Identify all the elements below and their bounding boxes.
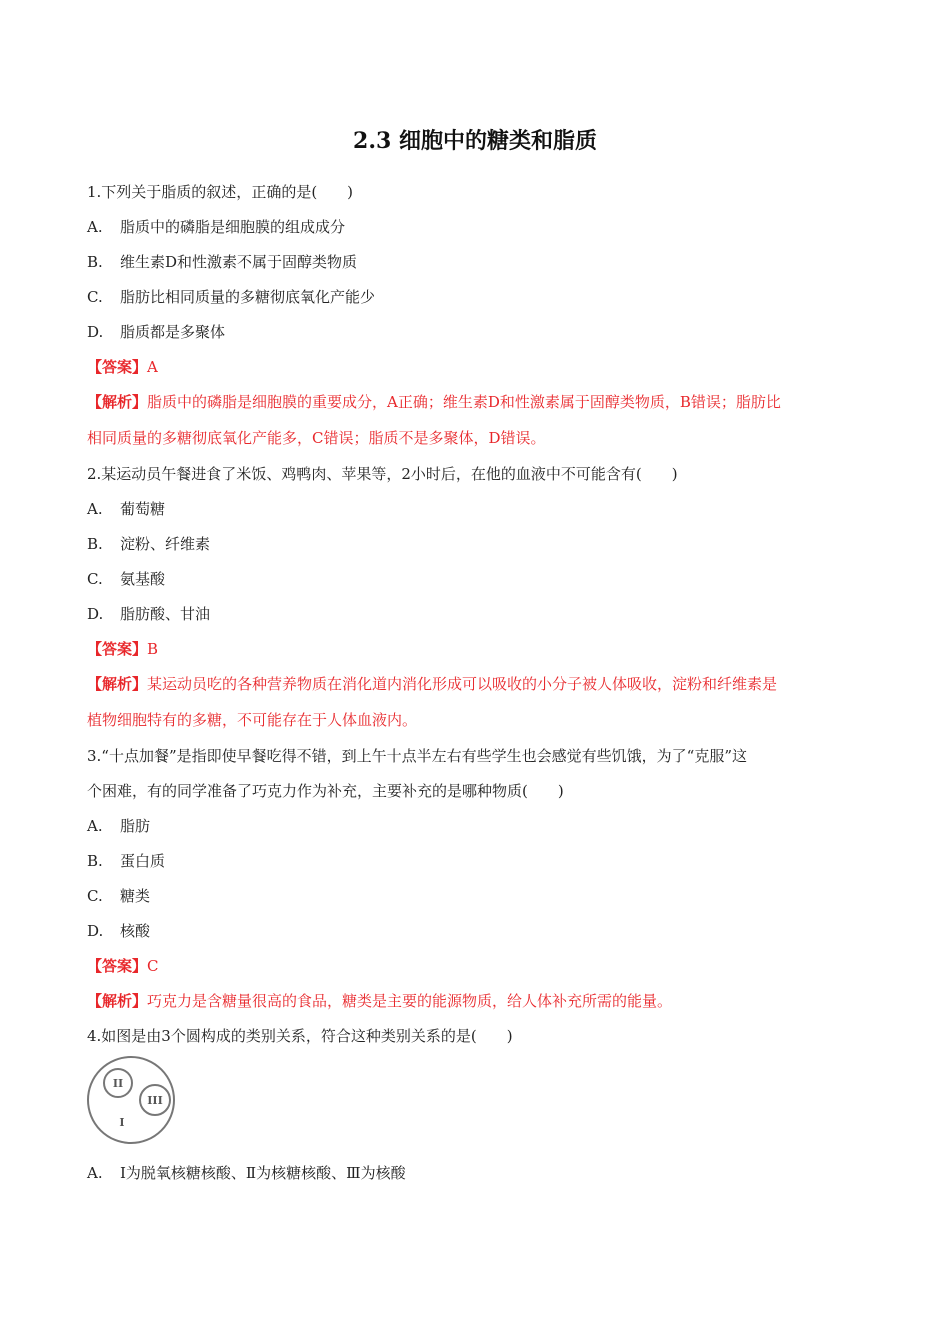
option xyxy=(87,315,867,350)
option-text: Ⅰ为脱氧核糖核酸、Ⅱ为核糖核酸、Ⅲ为核酸 xyxy=(120,1164,406,1182)
answer xyxy=(87,632,867,667)
option xyxy=(87,492,867,527)
page-title: 2.3 细胞中的糖类和脂质 xyxy=(353,128,597,154)
option-text: 淀粉、纤维素 xyxy=(120,535,211,553)
option-text: 葡萄糖 xyxy=(120,500,166,518)
option xyxy=(87,1156,867,1191)
option-letter: C. xyxy=(87,887,103,905)
option xyxy=(87,914,867,949)
answer-value: B xyxy=(147,640,159,658)
option xyxy=(87,562,867,597)
option-text: 维生素D和性激素不属于固醇类物质 xyxy=(120,253,358,271)
option xyxy=(87,879,867,914)
analysis xyxy=(87,385,867,420)
option-text: 糖类 xyxy=(120,887,151,905)
option xyxy=(87,809,867,844)
option-letter: A. xyxy=(87,1164,103,1182)
option-letter: D. xyxy=(87,605,104,623)
question-stem: 4.如图是由3个圆构成的类别关系，符合这种类别关系的是( ) xyxy=(87,1027,513,1045)
option-text: 脂质都是多聚体 xyxy=(120,323,226,341)
option-letter: C. xyxy=(87,288,103,306)
answer xyxy=(87,949,867,984)
option xyxy=(87,527,867,562)
analysis-text: 植物细胞特有的多糖，不可能存在于人体血液内。 xyxy=(87,711,418,729)
label-outer: I xyxy=(119,1116,125,1129)
analysis xyxy=(87,667,867,702)
document-body xyxy=(87,175,867,1191)
analysis-label: 【解析】 xyxy=(87,992,148,1010)
label-inner1: II xyxy=(112,1077,124,1090)
analysis-label: 【解析】 xyxy=(87,675,148,693)
option-letter: D. xyxy=(87,323,104,341)
analysis xyxy=(87,984,867,1019)
analysis-text: 巧克力是含糖量很高的食品，糖类是主要的能源物质，给人体补充所需的能量。 xyxy=(147,992,673,1010)
option-text: 脂肪酸、甘油 xyxy=(120,605,211,623)
answer-label: 【答案】 xyxy=(87,358,148,376)
circle-diagram xyxy=(87,1054,867,1152)
answer-label: 【答案】 xyxy=(87,640,148,658)
answer-label: 【答案】 xyxy=(87,957,148,975)
option-text: 核酸 xyxy=(120,922,151,940)
option-text: 氨基酸 xyxy=(120,570,166,588)
option-letter: B. xyxy=(87,253,103,271)
option-text: 脂质中的磷脂是细胞膜的组成成分 xyxy=(120,218,346,236)
option xyxy=(87,280,867,315)
option-letter: C. xyxy=(87,570,103,588)
analysis xyxy=(87,420,867,457)
question-stem: 个困难，有的同学准备了巧克力作为补充，主要补充的是哪种物质( ) xyxy=(87,782,564,800)
analysis-text: 脂质中的磷脂是细胞膜的重要成分，A正确；维生素D和性激素属于固醇类物质，B错误；脂肪比 xyxy=(147,393,781,411)
option-text: 蛋白质 xyxy=(120,852,166,870)
option xyxy=(87,844,867,879)
question-stem: 3.“十点加餐”是指即使早餐吃得不错，到上午十点半左右有些学生也会感觉有些饥饿，为了“克服”这 xyxy=(87,747,747,765)
option-letter: A. xyxy=(87,817,103,835)
answer-value: A xyxy=(147,358,158,376)
option-letter: B. xyxy=(87,535,103,553)
option xyxy=(87,210,867,245)
option-text: 脂肪 xyxy=(120,817,151,835)
question-stem: 1.下列关于脂质的叙述，正确的是( ) xyxy=(87,183,354,201)
analysis-text: 某运动员吃的各种营养物质在消化道内消化形成可以吸收的小分子被人体吸收，淀粉和纤维素是 xyxy=(147,675,778,693)
analysis-label: 【解析】 xyxy=(87,393,148,411)
analysis-text: 相同质量的多糖彻底氧化产能多，C错误；脂质不是多聚体，D错误。 xyxy=(87,429,546,447)
analysis xyxy=(87,702,867,739)
option xyxy=(87,245,867,280)
option xyxy=(87,597,867,632)
option-text: 脂肪比相同质量的多糖彻底氧化产能少 xyxy=(120,288,376,306)
option-letter: B. xyxy=(87,852,103,870)
option-letter: D. xyxy=(87,922,104,940)
label-inner2: III xyxy=(147,1094,163,1107)
answer xyxy=(87,350,867,385)
answer-value: C xyxy=(147,957,159,975)
question-stem: 2.某运动员午餐进食了米饭、鸡鸭肉、苹果等，2小时后，在他的血液中不可能含有( ) xyxy=(87,465,678,483)
nested-circles-diagram xyxy=(87,1054,187,1150)
option-letter: A. xyxy=(87,500,103,518)
option-letter: A. xyxy=(87,218,103,236)
